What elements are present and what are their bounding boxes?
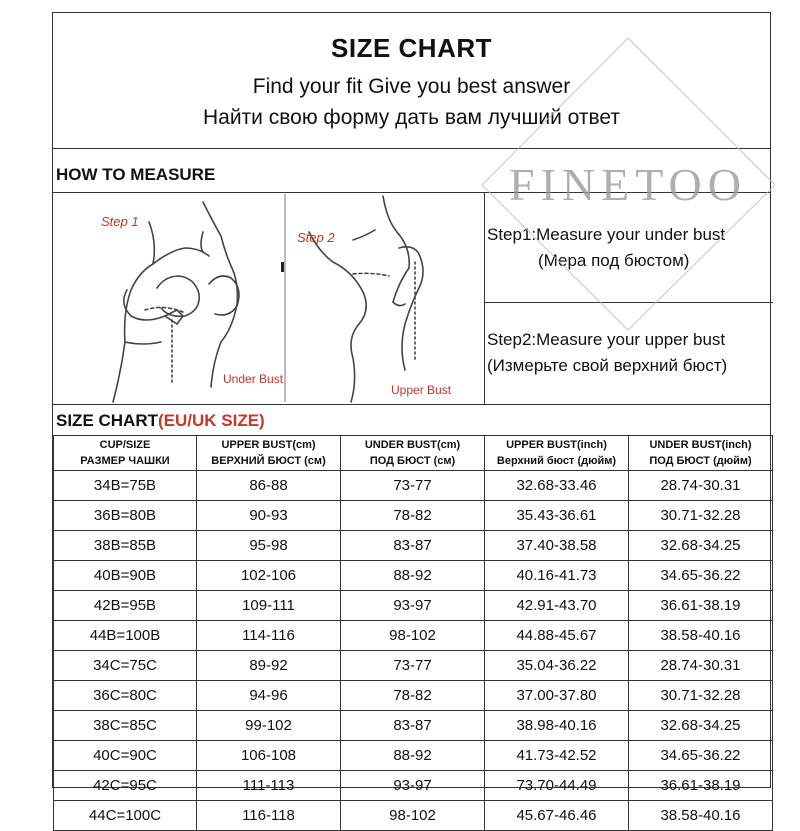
column-header: UPPER BUST(cm) ВЕРХНИЙ БЮСТ (см) [197,436,341,471]
table-cell: 111-113 [197,771,341,801]
table-row [54,651,773,681]
watermark-brand-text: FINETOO [509,159,747,210]
step2-figure-label: Step 2 [297,230,335,245]
step1-text-russian: (Мера под бюстом) [538,251,690,270]
size-chart-heading-row [53,404,770,436]
table-cell: 73-77 [341,651,485,681]
table-cell: 83-87 [341,711,485,741]
table-cell: 83-87 [341,531,485,561]
table-cell: 34.65-36.22 [629,561,773,591]
measure-illustrations [53,192,483,404]
column-header: CUP/SIZE РАЗМЕР ЧАШКИ [54,436,197,471]
table-cell: 35.43-36.61 [485,501,629,531]
table-cell: 32.68-34.25 [629,531,773,561]
table-cell: 44B=100B [54,621,197,651]
table-cell: 93-97 [341,591,485,621]
table-cell: 28.74-30.31 [629,651,773,681]
table-cell: 88-92 [341,741,485,771]
table-cell: 102-106 [197,561,341,591]
table-cell: 37.00-37.80 [485,681,629,711]
step2-text-russian: (Измерьте свой верхний бюст) [487,356,728,375]
step2-figure [309,196,423,402]
table-cell: 93-97 [341,771,485,801]
step1-figure-caption: Under Bust [223,372,284,386]
table-cell: 30.71-32.28 [629,501,773,531]
table-cell: 98-102 [341,621,485,651]
subtitle-english: Find your fit Give you best answer [252,75,571,98]
table-cell: 40B=90B [54,561,197,591]
table-cell: 45.67-46.46 [485,801,629,831]
table-cell: 99-102 [197,711,341,741]
table-row [54,531,773,561]
table-cell: 116-118 [197,801,341,831]
table-cell: 32.68-34.25 [629,711,773,741]
size-chart-heading-main: SIZE CHART [56,411,158,430]
table-cell: 28.74-30.31 [629,471,773,501]
table-row [54,771,773,801]
table-cell: 88-92 [341,561,485,591]
column-header: UNDER BUST(cm) ПОД БЮСТ (см) [341,436,485,471]
table-row [54,501,773,531]
step2-text-english: Step2:Measure your upper bust [487,330,726,349]
step2-figure-caption: Upper Bust [391,383,452,397]
table-row [54,591,773,621]
table-cell: 38B=85B [54,531,197,561]
table-row [54,801,773,831]
table-cell: 94-96 [197,681,341,711]
table-cell: 37.40-38.58 [485,531,629,561]
table-cell: 95-98 [197,531,341,561]
table-cell: 41.73-42.52 [485,741,629,771]
measure-steps-panel [484,192,773,404]
size-chart-heading-suffix: (EU/UK SIZE) [158,411,265,430]
table-cell: 38.58-40.16 [629,621,773,651]
table-row [54,621,773,651]
table-row [54,561,773,591]
table-cell: 106-108 [197,741,341,771]
table-row [54,741,773,771]
table-cell: 114-116 [197,621,341,651]
table-cell: 36.61-38.19 [629,591,773,621]
table-cell: 36C=80C [54,681,197,711]
size-chart-heading [56,411,265,431]
table-cell: 36.61-38.19 [629,771,773,801]
size-chart-frame [52,12,771,824]
table-cell: 34C=75C [54,651,197,681]
table-cell: 42B=95B [54,591,197,621]
table-cell: 30.71-32.28 [629,681,773,711]
column-header: UPPER BUST(inch) Верхний бюст (дюйм) [485,436,629,471]
step1-text-english: Step1:Measure your under bust [487,225,726,244]
table-cell: 89-92 [197,651,341,681]
step1-cell [485,192,773,303]
step1-figure-label: Step 1 [101,214,139,229]
step1-figure [113,202,239,402]
how-to-measure-heading-row [53,148,770,193]
table-cell: 38C=85C [54,711,197,741]
table-cell: 34B=75B [54,471,197,501]
table-row [54,681,773,711]
table-cell: 42C=95C [54,771,197,801]
column-header: UNDER BUST(inch) ПОД БЮСТ (дюйм) [629,436,773,471]
table-cell: 38.98-40.16 [485,711,629,741]
table-cell: 35.04-36.22 [485,651,629,681]
table-cell: 98-102 [341,801,485,831]
table-cell: 40C=90C [54,741,197,771]
table-cell: 44C=100C [54,801,197,831]
size-table-header-row [54,436,773,471]
table-cell: 73.70-44.49 [485,771,629,801]
table-cell: 86-88 [197,471,341,501]
table-cell: 36B=80B [54,501,197,531]
table-cell: 32.68-33.46 [485,471,629,501]
page-title: SIZE CHART [331,33,492,63]
table-cell: 34.65-36.22 [629,741,773,771]
table-cell: 78-82 [341,501,485,531]
table-row [54,471,773,501]
size-table [53,435,773,831]
table-cell: 78-82 [341,681,485,711]
how-to-measure-heading: HOW TO MEASURE [56,165,216,184]
step2-cell [485,302,773,404]
table-cell: 109-111 [197,591,341,621]
table-cell: 73-77 [341,471,485,501]
table-cell: 90-93 [197,501,341,531]
header-section [53,13,770,149]
table-cell: 38.58-40.16 [629,801,773,831]
table-cell: 40.16-41.73 [485,561,629,591]
table-cell: 42.91-43.70 [485,591,629,621]
table-row [54,711,773,741]
subtitle-russian: Найти свою форму дать вам лучший ответ [202,106,621,129]
table-cell: 44.88-45.67 [485,621,629,651]
measure-illustration-image [53,192,483,404]
